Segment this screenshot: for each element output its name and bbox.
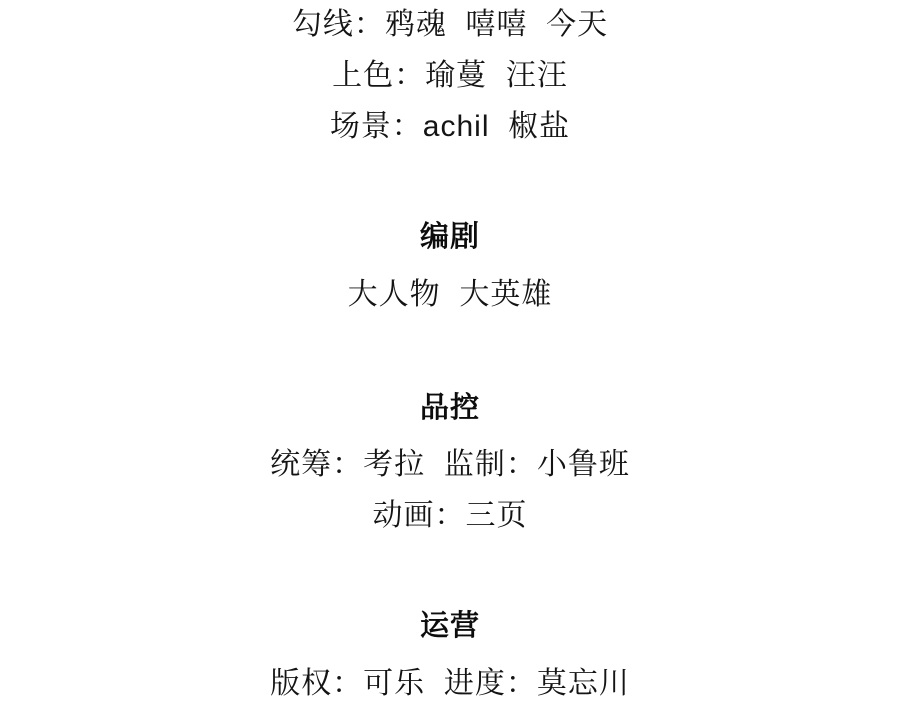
section-heading-scenario: 编剧	[419, 221, 480, 253]
credit-line-coordination-supervision: 统筹：考拉 监制：小鲁班	[270, 448, 630, 481]
section-quality-control	[0, 385, 900, 531]
credit-line-copyright-schedule: 版权：可乐 进度：莫忘川	[270, 667, 630, 700]
section-scenario	[0, 214, 900, 310]
section-heading-quality-control: 品控	[419, 392, 480, 424]
credit-line-coloring: 上色：瑜蔓 汪汪	[332, 59, 568, 92]
credit-line-animation: 动画：三页	[372, 499, 528, 532]
section-operations	[0, 603, 900, 699]
credit-line-linework: 勾线：鸦魂 嘻嘻 今天	[291, 8, 609, 41]
section-heading-operations: 运营	[419, 610, 480, 642]
top-credits-block	[0, 10, 900, 142]
credit-line-scenery: 场景：achil 椒盐	[329, 110, 571, 143]
credit-line-scenario-writers: 大人物 大英雄	[347, 278, 553, 311]
